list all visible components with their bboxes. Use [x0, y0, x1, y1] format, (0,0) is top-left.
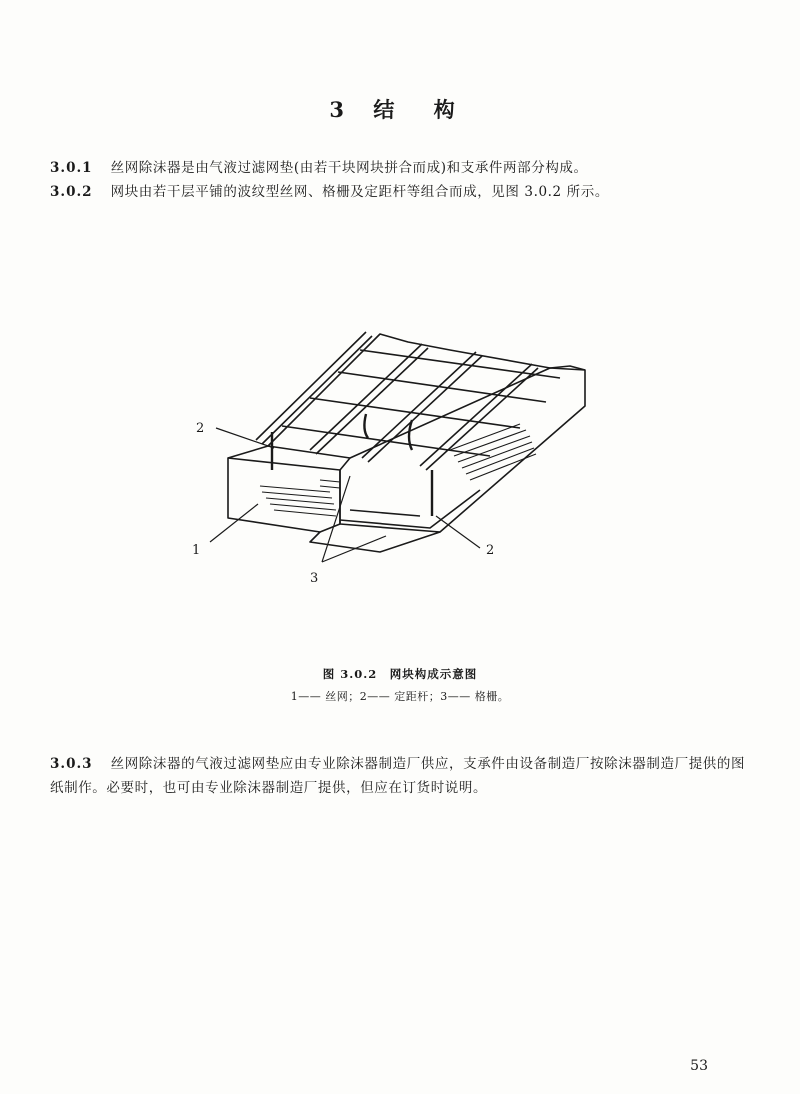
- callout-label: 3: [310, 571, 319, 586]
- callout-label: 2: [486, 543, 495, 558]
- clause-number: 3.0.1: [50, 160, 93, 176]
- figure-caption: 图 3.0.2 网块构成示意图: [322, 667, 478, 681]
- clause-3-0-1: [50, 157, 750, 179]
- section-number: 3: [329, 97, 346, 122]
- clause-text: 丝网除沫器是由气液过滤网垫(由若干块网块拼合而成)和支承件两部分构成。: [110, 160, 588, 176]
- mesh-pad-right-block: [340, 368, 585, 532]
- clause-text: 丝网除沫器的气液过滤网垫应由专业除沫器制造厂供应，支承件由设备制造厂按除沫器制造厂提供的图纸制作。必要时，也可由专业除沫器制造厂提供，但应在订货时说明。: [50, 756, 746, 796]
- callout-label: 2: [196, 421, 205, 436]
- figure-legend: 1—— 丝网；2—— 定距杆；3—— 格栅。: [290, 690, 510, 703]
- mesh-pad-diagram: [190, 320, 600, 590]
- section-heading-text: 结 构: [373, 97, 471, 122]
- callout-label: 1: [192, 543, 201, 558]
- section-title: [0, 94, 800, 124]
- clause-number: 3.0.3: [50, 756, 93, 772]
- clause-3-0-3: [50, 752, 755, 800]
- mesh-pad-front-block: [228, 458, 340, 532]
- clause-number: 3.0.2: [50, 184, 93, 200]
- mesh-pad-top-edge: [228, 446, 350, 470]
- clause-3-0-2: [50, 181, 750, 203]
- grid-bars: [256, 332, 560, 470]
- lower-grid-rail: [340, 490, 480, 528]
- clause-text: 网块由若干层平铺的波纹型丝网、格栅及定距杆等组合而成，见图 3.0.2 所示。: [110, 184, 609, 200]
- wire-mesh-layers: [260, 424, 536, 516]
- page-number: 53: [690, 1058, 708, 1074]
